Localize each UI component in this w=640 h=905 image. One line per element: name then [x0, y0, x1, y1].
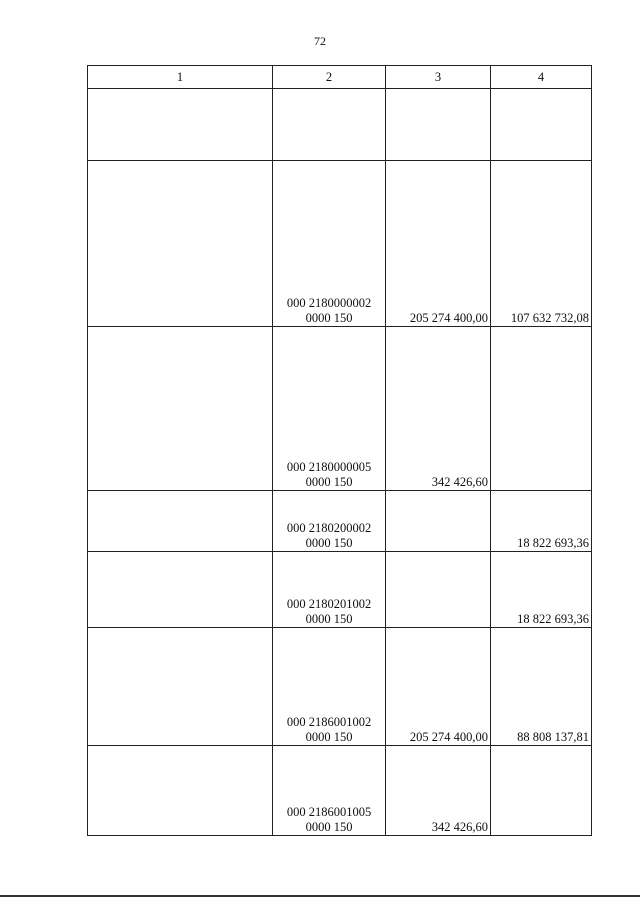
row-value-4 — [491, 746, 592, 836]
row-description — [88, 746, 273, 836]
table-row — [88, 552, 592, 628]
row-value-3: 205 274 400,00 — [386, 628, 491, 746]
table-row — [88, 89, 592, 161]
row-value-3 — [386, 491, 491, 552]
table-row — [88, 327, 592, 491]
row-value-3 — [386, 89, 491, 161]
column-header-2: 2 — [273, 66, 386, 89]
row-value-3: 342 426,60 — [386, 327, 491, 491]
row-value-3 — [386, 552, 491, 628]
table-row — [88, 628, 592, 746]
row-value-4: 18 822 693,36 — [491, 552, 592, 628]
row-description — [88, 327, 273, 491]
table-row — [88, 491, 592, 552]
row-code: 000 2186001002 0000 150 — [273, 628, 386, 746]
bottom-rule — [0, 895, 640, 897]
row-description — [88, 552, 273, 628]
page-number: 72 — [314, 34, 326, 48]
column-header-3: 3 — [386, 66, 491, 89]
table-row — [88, 746, 592, 836]
row-code — [273, 89, 386, 161]
row-code: 000 2180201002 0000 150 — [273, 552, 386, 628]
table-row — [88, 161, 592, 327]
row-code: 000 2186001005 0000 150 — [273, 746, 386, 836]
column-header-1: 1 — [88, 66, 273, 89]
row-value-3: 342 426,60 — [386, 746, 491, 836]
column-header-4: 4 — [491, 66, 592, 89]
row-description — [88, 491, 273, 552]
row-value-4: 88 808 137,81 — [491, 628, 592, 746]
row-value-4: 107 632 732,08 — [491, 161, 592, 327]
row-code: 000 2180000005 0000 150 — [273, 327, 386, 491]
row-description — [88, 161, 273, 327]
header-row — [88, 66, 592, 89]
row-code: 000 2180000002 0000 150 — [273, 161, 386, 327]
budget-table — [87, 65, 592, 836]
row-value-3: 205 274 400,00 — [386, 161, 491, 327]
row-value-4 — [491, 327, 592, 491]
row-value-4 — [491, 89, 592, 161]
row-value-4: 18 822 693,36 — [491, 491, 592, 552]
row-description — [88, 89, 273, 161]
row-description — [88, 628, 273, 746]
row-code: 000 2180200002 0000 150 — [273, 491, 386, 552]
